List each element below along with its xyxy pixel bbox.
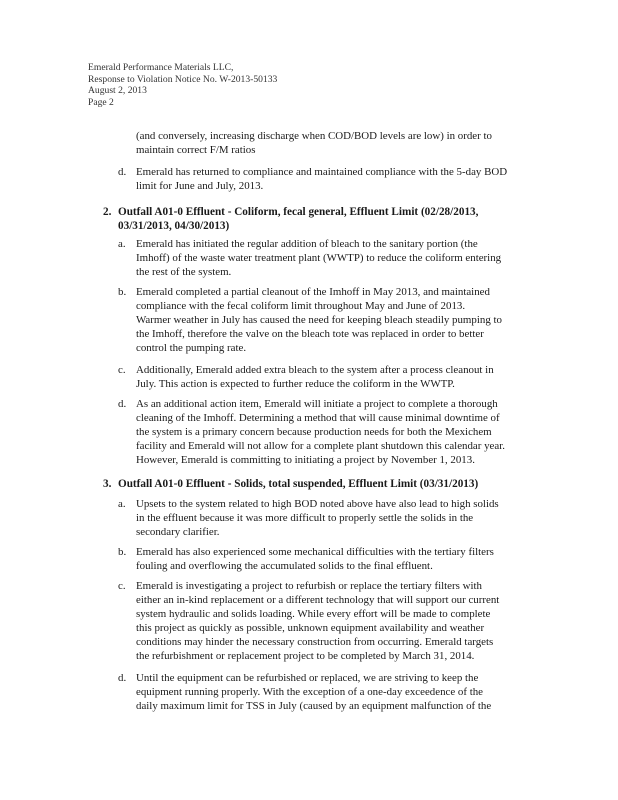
item-line: Emerald has also experienced some mechanical difficulties with the tertiary filters — [136, 546, 494, 558]
header-date: August 2, 2013 — [88, 85, 147, 96]
item-line: in the effluent because it was more difficult to properly settle the solids in the — [136, 512, 474, 524]
item-line: Warmer weather in July has caused the need for keeping bleach steadily pumping to — [136, 314, 502, 326]
item-line: Until the equipment can be refurbished or replaced, we are striving to keep the — [136, 672, 479, 684]
item-label: b. — [118, 286, 127, 298]
item-line: Additionally, Emerald added extra bleach to the system after a process cleanout in — [136, 364, 494, 376]
intro-line: (and conversely, increasing discharge when COD/BOD levels are low) in order to — [136, 130, 492, 142]
item-line: the rest of the system. — [136, 266, 232, 278]
letter-header — [88, 62, 277, 108]
item-line: the refurbishment or replacement project to be completed by March 31, 2014. — [136, 650, 475, 662]
item-line: Emerald is investigating a project to refurbish or replace the tertiary filters with — [136, 580, 482, 592]
section-title: 03/31/2013, 04/30/2013) — [118, 220, 230, 232]
item-line: cleaning of the Imhoff. Determining a method that will cause minimal downtime of — [136, 412, 500, 424]
item-line: July. This action is expected to further reduce the coliform in the WWTP. — [136, 378, 455, 390]
item-line: the system is a primary concern because production needs for both the Mexichem — [136, 426, 492, 438]
header-company: Emerald Performance Materials LLC, — [88, 62, 234, 73]
item-line: either an in-kind replacement or a different technology that will support our current — [136, 594, 500, 606]
header-page-number: Page 2 — [88, 96, 114, 108]
section-title: Outfall A01-0 Effluent - Coliform, fecal general, Effluent Limit (02/28/2013, — [118, 206, 479, 218]
item-label: b. — [118, 546, 127, 558]
section-number: 3. — [103, 478, 112, 490]
item-line: Upsets to the system related to high BOD noted above have also lead to high solids — [136, 498, 499, 510]
item-line: Imhoff) of the waste water treatment plant (WWTP) to reduce the coliform entering — [136, 252, 502, 264]
item-line: secondary clarifier. — [136, 526, 220, 538]
section-title: Outfall A01-0 Effluent - Solids, total suspended, Effluent Limit (03/31/2013) — [118, 478, 479, 490]
item-line: daily maximum limit for TSS in July (caused by an equipment malfunction of the — [136, 700, 492, 712]
item-line: this project as quickly as possible, unknown equipment availability and weather — [136, 622, 485, 634]
item-label: c. — [118, 364, 126, 376]
item-line: system hydraulic and solids loading. While every effort will be made to complete — [136, 608, 491, 620]
item-line: limit for June and July, 2013. — [136, 180, 264, 192]
item-line: Emerald has initiated the regular addition of bleach to the sanitary portion (the — [136, 238, 478, 250]
item-label: d. — [118, 672, 127, 684]
item-line: the Imhoff, therefore the valve on the bleach tote was replaced in order to better — [136, 328, 484, 340]
intro-line: maintain correct F/M ratios — [136, 144, 256, 156]
item-label: c. — [118, 580, 126, 592]
item-label: d. — [118, 166, 127, 178]
item-label: d. — [118, 398, 127, 410]
item-line: compliance with the fecal coliform limit throughout May and June of 2013. — [136, 300, 466, 312]
item-line: Emerald has returned to compliance and maintained compliance with the 5-day BOD — [136, 166, 508, 178]
item-line: Emerald completed a partial cleanout of the Imhoff in May 2013, and maintained — [136, 286, 490, 298]
item-line: fouling and overflowing the accumulated solids to the final effluent. — [136, 560, 433, 572]
item-line: conditions may hinder the necessary construction from occurring. Emerald targets — [136, 636, 494, 648]
item-line: However, Emerald is committing to initiating a project by November 1, 2013. — [136, 454, 475, 466]
header-subject: Response to Violation Notice No. W-2013-50133 — [88, 73, 278, 85]
section-number: 2. — [103, 206, 112, 218]
item-line: control the pumping rate. — [136, 342, 247, 354]
item-line: As an additional action item, Emerald will initiate a project to complete a thorough — [136, 398, 498, 410]
item-label: a. — [118, 498, 126, 510]
item-line: facility and Emerald will not allow for a complete plant shutdown this calendar year. — [136, 440, 505, 452]
item-line: equipment running properly. With the exception of a one-day exceedence of the — [136, 686, 484, 698]
item-label: a. — [118, 238, 126, 250]
